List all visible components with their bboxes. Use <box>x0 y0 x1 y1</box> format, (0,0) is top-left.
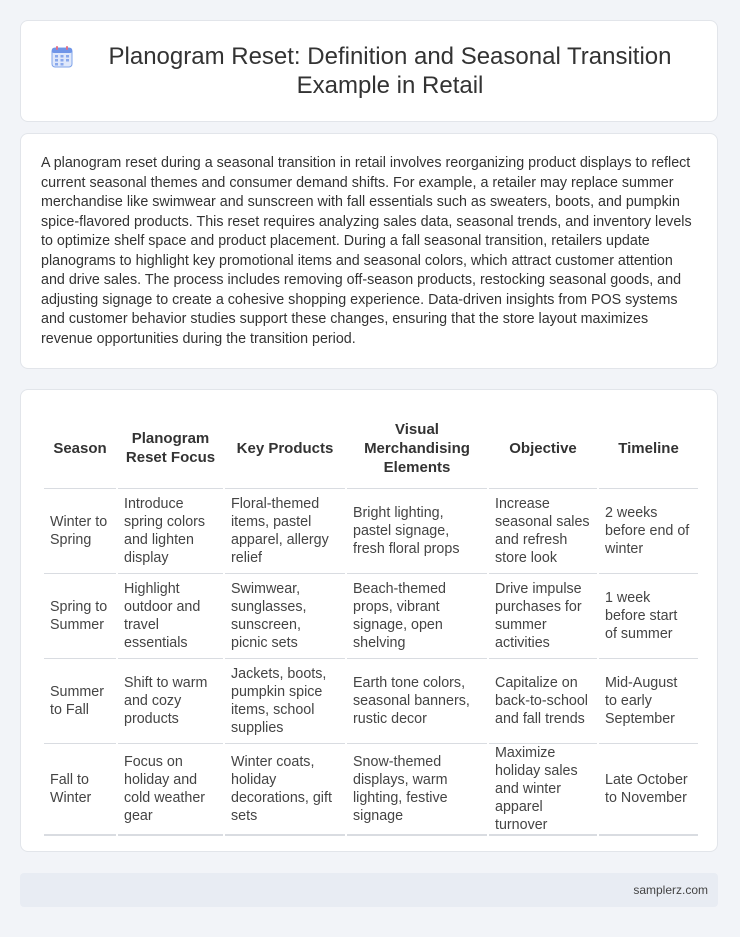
table-row <box>44 744 698 836</box>
column-header-key-products: Key Products <box>225 408 345 489</box>
cell-objective: Drive impulse purchases for summer activities <box>489 574 597 659</box>
cell-objective: Capitalize on back-to-school and fall trends <box>489 659 597 744</box>
cell-visual-elements: Beach-themed props, vibrant signage, open shelving <box>347 574 487 659</box>
cell-objective: Increase seasonal sales and refresh store look <box>489 489 597 574</box>
cell-key-products: Floral-themed items, pastel apparel, allergy relief <box>225 489 345 574</box>
cell-season: Winter to Spring <box>44 489 116 574</box>
cell-timeline: 1 week before start of summer <box>599 574 698 659</box>
column-header-timeline: Timeline <box>599 408 698 489</box>
table-row <box>44 574 698 659</box>
cell-visual-elements: Earth tone colors, seasonal banners, rustic decor <box>347 659 487 744</box>
footer <box>20 873 718 907</box>
column-header-objective: Objective <box>489 408 597 489</box>
table-card <box>20 389 718 852</box>
cell-timeline: Late October to November <box>599 744 698 836</box>
cell-timeline: 2 weeks before end of winter <box>599 489 698 574</box>
cell-reset-focus: Shift to warm and cozy products <box>118 659 223 744</box>
column-header-season: Season <box>44 408 116 489</box>
cell-timeline: Mid-August to early September <box>599 659 698 744</box>
description-card <box>20 133 718 369</box>
column-header-visual-elements: Visual Merchandising Elements <box>347 408 487 489</box>
table-header-row <box>44 408 698 489</box>
footer-site-link[interactable]: samplerz.com <box>633 883 708 897</box>
cell-season: Spring to Summer <box>44 574 116 659</box>
cell-key-products: Winter coats, holiday decorations, gift sets <box>225 744 345 836</box>
cell-key-products: Jackets, boots, pumpkin spice items, school supplies <box>225 659 345 744</box>
page-title: Planogram Reset: Definition and Seasonal Transition Example in Retail <box>108 43 672 99</box>
cell-season: Fall to Winter <box>44 744 116 836</box>
cell-objective: Maximize holiday sales and winter apparel turnover <box>489 744 597 836</box>
description-text: A planogram reset during a seasonal transition in retail involves reorganizing product displays to reflect current seasonal themes and consumer demand shifts. For example, a retailer may replace summer merchandise like swimwear and sunscreen with fall essentials such as sweaters, boots, and pumpkin spice-flavored products. This reset requires analyzing sales data, seasonal trends, and inventory levels to optimize shelf space and product placement. During a fall seasonal transition, retailers update planograms to highlight key promotional items and seasonal colors, which attract customer attention and drive sales. The process includes removing off-season products, restocking seasonal goods, and adjusting signage to create a cohesive shopping experience. Data-driven insights from POS systems and customer behavior studies support these changes, ensuring that the store layout maximizes revenue opportunities during the transition period. <box>41 155 692 347</box>
cell-visual-elements: Snow-themed displays, warm lighting, festive signage <box>347 744 487 836</box>
cell-reset-focus: Highlight outdoor and travel essentials <box>118 574 223 659</box>
cell-visual-elements: Bright lighting, pastel signage, fresh floral props <box>347 489 487 574</box>
seasonal-transition-table <box>42 408 700 836</box>
table-row <box>44 659 698 744</box>
cell-season: Summer to Fall <box>44 659 116 744</box>
cell-key-products: Swimwear, sunglasses, sunscreen, picnic sets <box>225 574 345 659</box>
title-card <box>20 20 718 122</box>
cell-reset-focus: Introduce spring colors and lighten display <box>118 489 223 574</box>
calendar-icon <box>51 46 73 68</box>
column-header-reset-focus: Planogram Reset Focus <box>118 408 223 489</box>
cell-reset-focus: Focus on holiday and cold weather gear <box>118 744 223 836</box>
table-row <box>44 489 698 574</box>
